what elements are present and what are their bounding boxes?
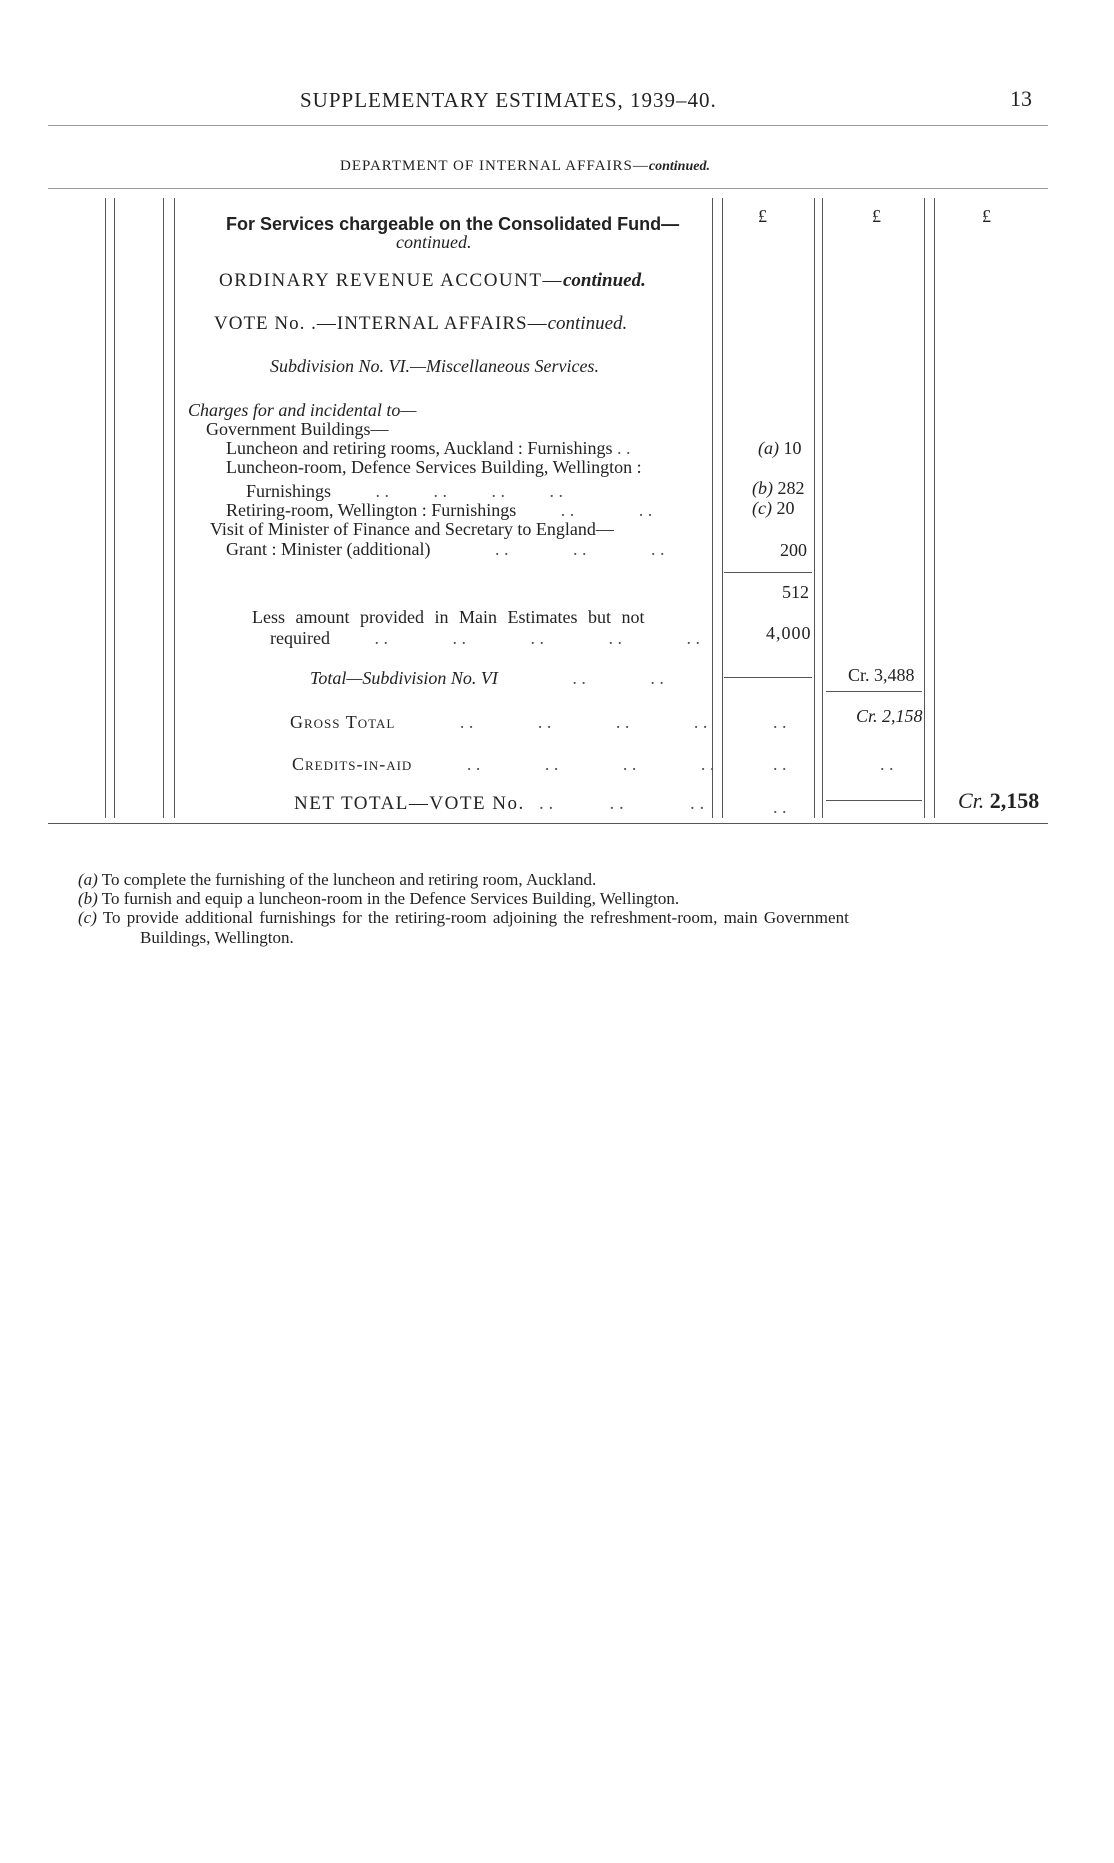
- item-label: Luncheon-room, Defence Services Building, Wellington :: [226, 457, 642, 477]
- page-title: SUPPLEMENTARY ESTIMATES, 1939–40.: [300, 88, 717, 112]
- item-label: Grant : Minister (additional): [226, 539, 431, 559]
- leader-dots: . .: [466, 754, 481, 774]
- gross-total-label: Gross Total: [290, 712, 396, 732]
- account-heading-continued: continued.: [562, 270, 646, 291]
- gross-total-value: Cr. 2,158: [856, 706, 923, 726]
- leader-dots: . .: [650, 539, 665, 559]
- leader-dots: . .: [690, 793, 705, 814]
- vote-heading-text: VOTE No. .—INTERNAL AFFAIRS—: [214, 313, 548, 334]
- leader-dots: . .: [459, 712, 474, 732]
- item-label: Retiring-room, Wellington : Furnishings: [226, 500, 517, 520]
- item-value: [752, 498, 794, 518]
- subtotal-rule: [724, 572, 812, 573]
- leader-dots: . .: [622, 754, 637, 774]
- net-total-row: [294, 793, 704, 815]
- leader-dots: . .: [452, 628, 466, 648]
- leader-dots: . .: [615, 712, 630, 732]
- credits-col2: . .: [880, 754, 894, 774]
- list-item: [226, 438, 630, 458]
- leader-dots: . .: [560, 500, 575, 520]
- credits-row: [292, 754, 714, 774]
- credits-label: Credits-in-aid: [292, 754, 413, 774]
- footnote-ref: (a): [758, 438, 779, 458]
- header-rule: [48, 125, 1048, 126]
- currency-symbol: £: [872, 206, 881, 226]
- vote-heading: [214, 313, 627, 335]
- page-number: 13: [1010, 86, 1032, 111]
- leader-dots: . .: [700, 754, 715, 774]
- net-total-amount: 2,158: [989, 788, 1040, 813]
- list-item: [226, 457, 642, 477]
- footnote: [78, 889, 679, 909]
- leader-dots: . .: [638, 500, 653, 520]
- item-amount: 282: [777, 478, 805, 498]
- currency-symbol: £: [982, 206, 991, 226]
- leader-dots: . .: [616, 438, 631, 458]
- total-subdivision-text: Total—Subdivision No. VI: [310, 668, 498, 688]
- column-rule: [722, 198, 723, 818]
- less-label: Less amount provided in Main Estimates but not: [252, 607, 645, 627]
- column-rule: [822, 198, 823, 818]
- item-value: [752, 478, 805, 498]
- credits-col1: . .: [773, 754, 787, 774]
- item-label: Visit of Minister of Finance and Secretary to England—: [210, 519, 614, 539]
- department-name: DEPARTMENT OF INTERNAL AFFAIRS—: [340, 158, 649, 174]
- vote-heading-continued: continued.: [547, 313, 628, 334]
- footnote-text: To provide additional furnishings for the retiring-room adjoining the refreshment-room, main Government: [102, 908, 849, 927]
- item-value: [780, 540, 807, 560]
- list-item: [226, 500, 652, 520]
- item-amount: 20: [776, 498, 795, 518]
- leader-dots: . .: [494, 539, 509, 559]
- total-rule: [724, 677, 812, 678]
- leader-dots: . .: [650, 668, 664, 688]
- leader-dots: . .: [608, 628, 622, 648]
- table-bottom-rule: [48, 823, 1048, 824]
- column-rule: [174, 198, 175, 818]
- net-total-label: NET TOTAL—VOTE No.: [294, 793, 525, 814]
- column-rule: [105, 198, 106, 818]
- less-label-continued: [270, 628, 700, 648]
- department-continued: continued.: [648, 159, 710, 174]
- footnote-mark: (a): [78, 870, 98, 889]
- net-total-value: [958, 788, 1039, 814]
- leader-dots: . .: [544, 754, 559, 774]
- leader-dots: . .: [686, 628, 700, 648]
- leader-dots: . .: [375, 481, 390, 501]
- footnote-mark: (c): [78, 908, 97, 927]
- footnote: [78, 908, 849, 928]
- government-buildings-heading: Government Buildings—: [206, 419, 389, 439]
- subtotal-value: 512: [782, 582, 809, 602]
- column-rule: [924, 198, 925, 818]
- net-total-prefix: Cr.: [958, 788, 985, 813]
- footnote-ref: (b): [752, 478, 773, 498]
- leader-dots: . .: [572, 539, 587, 559]
- item-label: Luncheon and retiring rooms, Auckland : Furnishings: [226, 438, 613, 458]
- fund-heading: For Services chargeable on the Consolidated Fund—: [226, 214, 680, 234]
- column-rule: [163, 198, 164, 818]
- account-heading: [219, 270, 646, 292]
- leader-dots: . .: [549, 481, 564, 501]
- leader-dots: . .: [609, 793, 624, 814]
- leader-dots: . .: [374, 628, 388, 648]
- currency-symbol: £: [758, 206, 767, 226]
- item-amount: 10: [783, 438, 802, 458]
- footnote-ref: (c): [752, 498, 772, 518]
- column-rule: [712, 198, 713, 818]
- charges-heading: Charges for and incidental to—: [188, 400, 417, 420]
- fund-heading-continued: continued.: [396, 232, 472, 252]
- column-rule: [114, 198, 115, 818]
- less-label-text: required: [270, 628, 330, 648]
- list-item: [226, 539, 664, 559]
- total-rule: [826, 691, 922, 692]
- net-total-col1: . .: [773, 797, 787, 817]
- account-heading-text: ORDINARY REVENUE ACCOUNT—: [219, 270, 563, 291]
- list-item: [210, 519, 614, 539]
- leader-dots: . .: [539, 793, 554, 814]
- footnote-mark: (b): [78, 889, 98, 908]
- less-value: 4,000: [766, 623, 812, 643]
- item-label: Furnishings: [246, 481, 332, 501]
- footnote: [78, 870, 596, 890]
- column-rule: [934, 198, 935, 818]
- footnote-text: To complete the furnishing of the luncheon and retiring room, Auckland.: [101, 870, 597, 889]
- leader-dots: . .: [693, 712, 708, 732]
- department-heading: [340, 158, 710, 175]
- column-rule: [814, 198, 815, 818]
- net-total-rule: [826, 800, 922, 801]
- footnote-text: To furnish and equip a luncheon-room in the Defence Services Building, Wellington.: [101, 889, 680, 908]
- leader-dots: . .: [537, 712, 552, 732]
- subdivision-heading: Subdivision No. VI.—Miscellaneous Services.: [270, 356, 599, 376]
- gross-total-col1: . .: [773, 712, 787, 732]
- leader-dots: . .: [572, 668, 586, 688]
- footnote-text: Buildings, Wellington.: [140, 928, 294, 947]
- table-top-rule: [48, 188, 1048, 189]
- leader-dots: . .: [433, 481, 448, 501]
- leader-dots: . .: [530, 628, 544, 648]
- gross-total-row: [290, 712, 707, 732]
- footnote: [140, 928, 294, 948]
- item-value: [758, 438, 802, 458]
- item-amount: 200: [780, 540, 807, 560]
- leader-dots: . .: [491, 481, 506, 501]
- total-subdivision-value: Cr. 3,488: [848, 665, 915, 685]
- total-subdivision-label: [310, 668, 664, 688]
- list-item: [246, 481, 563, 501]
